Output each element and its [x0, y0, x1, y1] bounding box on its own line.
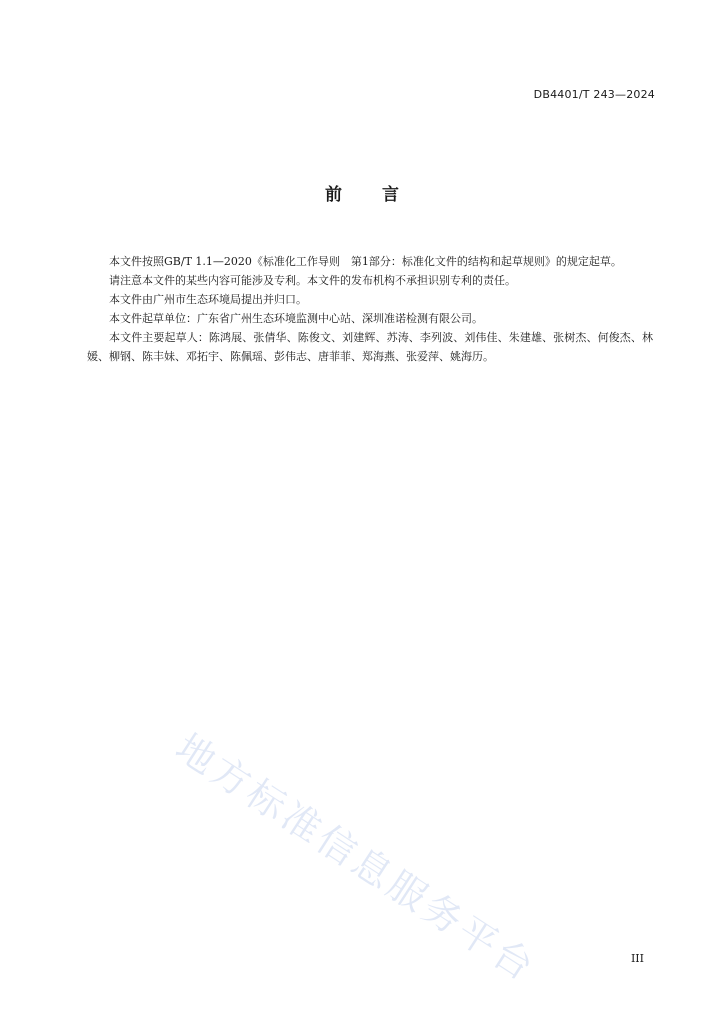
- paragraph-drafting-rules: 本文件按照GB/T 1.1—2020《标准化工作导则 第1部分：标准化文件的结构和起草规则》的规定起草。: [109, 255, 622, 268]
- page-number: III: [630, 952, 644, 965]
- paragraph-patent-notice: 请注意本文件的某些内容可能涉及专利。本文件的发布机构不承担识别专利的责任。: [109, 274, 516, 287]
- watermark: [159, 718, 582, 1026]
- foreword-body: [87, 252, 653, 366]
- watermark-image: [164, 718, 582, 1019]
- title-char-2: 言: [382, 185, 399, 205]
- paragraph-main-drafters: 本文件主要起草人：陈鸿展、张倩华、陈俊文、刘建辉、苏涛、李列波、刘伟佳、朱建雄、张树杰、何俊杰、林媛、柳钢、陈丰妹、邓拓宇、陈佩瑶、彭伟志、唐菲菲、郑海燕、张爱萍、姚海历。: [87, 331, 653, 363]
- title-char-1: 前: [325, 185, 342, 205]
- page-title: [0, 180, 724, 205]
- paragraph-proposer: 本文件由广州市生态环境局提出并归口。: [109, 293, 307, 306]
- paragraph-drafting-units: 本文件起草单位：广东省广州生态环境监测中心站、深圳准诺检测有限公司。: [109, 312, 483, 325]
- document-code: DB4401/T 243—2024: [533, 88, 655, 101]
- svg-text:地方标准信息服务平台: 地方标准信息服务平台: [167, 725, 545, 991]
